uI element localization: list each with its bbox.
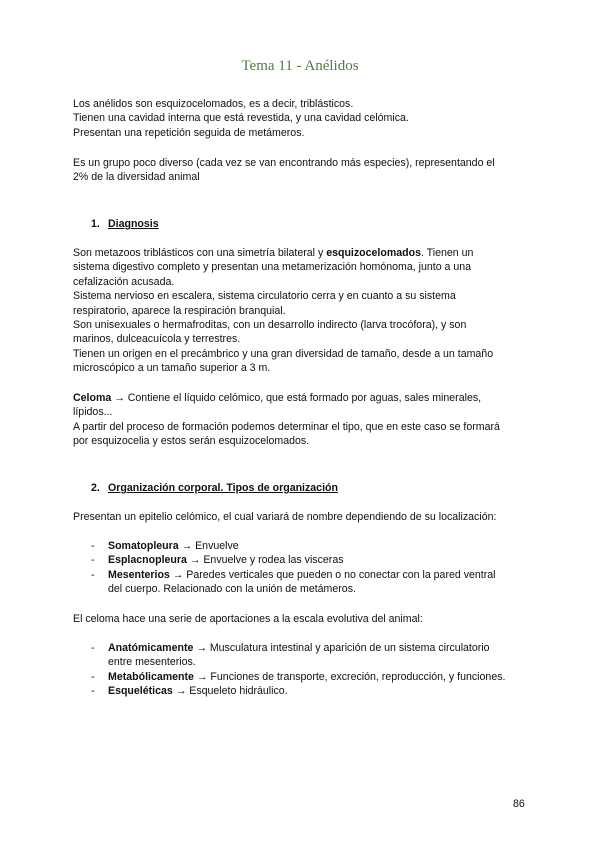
intro-paragraph (73, 97, 533, 140)
section-number: 2. (91, 482, 100, 494)
text-run: → Paredes verticales que pueden o no conectar con la pared ventral (169, 568, 496, 581)
section-number: 1. (91, 218, 100, 230)
section-title: Diagnosis (108, 218, 159, 230)
celoma-paragraph (73, 391, 533, 449)
diagnosis-line: cefalización acusada. (73, 275, 175, 288)
list-item-continuation: del cuerpo. Relacionado con la unión de metámeros. (108, 583, 356, 596)
text-run: Son metazoos triblásticos con una simetría bilateral y (73, 247, 327, 259)
diagnosis-paragraph (73, 246, 533, 376)
bold-term: Esplacnopleura (108, 554, 187, 567)
epitelio-line: Presentan un epitelio celómico, el cual variará de nombre dependiendo de su localización: (73, 511, 497, 523)
list-item (91, 553, 531, 567)
celoma-line: A partir del proceso de formación podemos determinar el tipo, que en este caso se formará (73, 420, 500, 433)
bold-term: Esqueléticas (108, 685, 173, 698)
bold-term: Anatómicamente (108, 642, 194, 654)
diagnosis-line: Son unisexuales o hermafroditas, con un desarrollo indirecto (larva trocófora), y son (73, 319, 467, 332)
page-number: 86 (513, 798, 525, 810)
bold-term: Metabólicamente (108, 670, 194, 683)
celoma-line (73, 391, 533, 405)
list-item-continuation: entre mesenterios. (108, 656, 196, 669)
section-heading-organizacion (91, 482, 338, 494)
diversity-line: 2% de la diversidad animal (73, 171, 200, 184)
list-dash: - (91, 642, 95, 654)
diagnosis-line: respiratorio, aparece la respiración branquial. (73, 304, 286, 317)
list-item (91, 568, 531, 597)
text-run: → Envuelve (178, 540, 239, 552)
diversity-line: Es un grupo poco diverso (cada vez se van encontrando más especies), representando el (73, 157, 495, 169)
section-title: Organización corporal. Tipos de organización (108, 482, 338, 494)
intro-line: Tienen una cavidad interna que está revestida, y una cavidad celómica. (73, 112, 409, 125)
aportaciones-list (91, 641, 531, 699)
text-run: . Tienen un (420, 247, 474, 259)
diagnosis-line (73, 246, 533, 260)
list-item (91, 684, 531, 698)
page-title: Tema 11 - Anélidos (241, 58, 359, 74)
list-dash: - (91, 685, 95, 698)
list-dash: - (91, 670, 95, 683)
bold-term: Mesenterios (108, 568, 170, 581)
text-run: → Musculatura intestinal y aparición de un sistema circulatorio (193, 642, 490, 654)
diagnosis-line: marinos, dulceacuícola y terrestres. (73, 333, 241, 346)
diagnosis-line: microscópico a un tamaño superior a 3 m. (73, 362, 271, 375)
diagnosis-line: sistema digestivo completo y presentan una metamerización homónoma, junto a una (73, 261, 472, 274)
text-run: → Funciones de transporte, excreción, reproducción, y funciones. (193, 670, 506, 683)
aportaciones-line: El celoma hace una serie de aportaciones a la escala evolutiva del animal: (73, 613, 423, 625)
text-run: → Contiene el líquido celómico, que está formado por aguas, sales minerales, (111, 392, 482, 404)
list-dash: - (91, 540, 95, 552)
intro-line: Presentan una repetición seguida de metámeros. (73, 126, 305, 139)
diagnosis-line: Sistema nervioso en escalera, sistema circulatorio cerra y en cuanto a su sistema (73, 290, 456, 303)
text-run: → Esqueleto hidráulico. (172, 685, 288, 698)
diagnosis-line: Tienen un origen en el precámbrico y una gran diversidad de tamaño, desde a un tamaño (73, 347, 494, 360)
aportaciones-paragraph (73, 612, 533, 626)
text-run: → Envuelve y rodea las visceras (186, 554, 344, 567)
list-item (91, 670, 531, 684)
list-dash: - (91, 568, 95, 581)
section-heading-diagnosis (91, 218, 159, 230)
celoma-line: por esquizocelia y estos serán esquizocelomados. (73, 435, 310, 448)
intro-line: Los anélidos son esquizocelomados, es a decir, triblásticos. (73, 98, 354, 110)
list-dash: - (91, 554, 95, 567)
diversity-paragraph (73, 156, 533, 185)
bold-term: Celoma (73, 392, 112, 404)
list-item (91, 641, 531, 670)
bold-term: Somatopleura (108, 540, 179, 552)
list-item (91, 539, 531, 553)
celoma-line: lípidos... (73, 406, 113, 419)
epitelio-paragraph (73, 510, 533, 524)
epitelio-list (91, 539, 531, 597)
bold-term: esquizocelomados (326, 247, 421, 259)
